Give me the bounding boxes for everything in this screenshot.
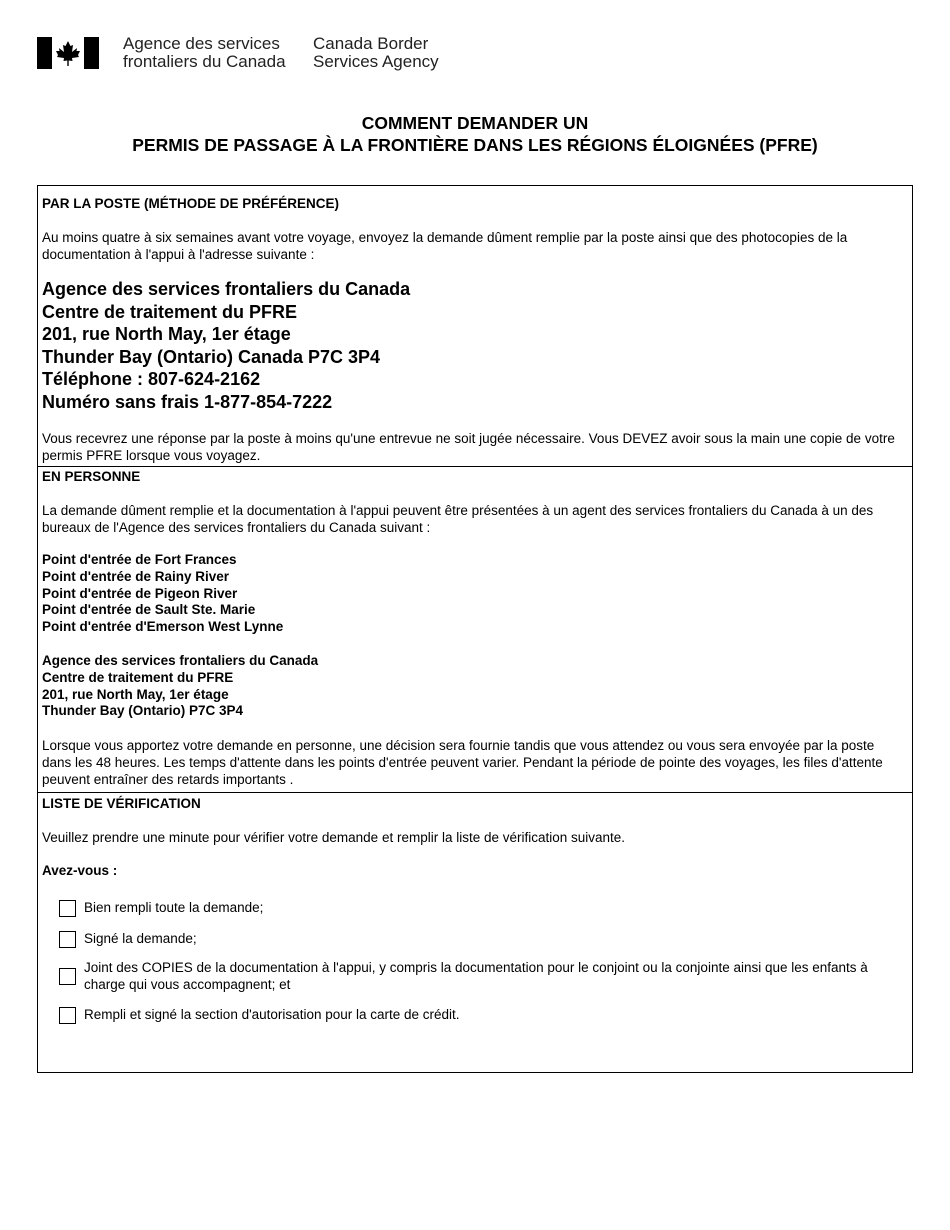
port-of-entry: Point d'entrée d'Emerson West Lynne (42, 619, 284, 635)
agency-fr-line-1: Agence des services (123, 34, 280, 53)
mail-address-line: Thunder Bay (Ontario) Canada P7C 3P4 (42, 346, 381, 367)
instructions-box (37, 185, 913, 1073)
title-line-2: PERMIS DE PASSAGE À LA FRONTIÈRE DANS LES RÉGIONS ÉLOIGNÉES (PFRE) (132, 135, 818, 155)
in-person-address-line: 201, rue North May, 1er étage (42, 686, 229, 702)
agency-en-line-2: Services Agency (313, 52, 439, 71)
port-of-entry: Point d'entrée de Fort Frances (42, 552, 237, 567)
title-line-1: COMMENT DEMANDER UN (361, 113, 589, 133)
agency-name-english (313, 35, 439, 71)
mail-section-heading: PAR LA POSTE (MÉTHODE DE PRÉFÉRENCE) (42, 196, 340, 211)
checkbox[interactable] (59, 900, 76, 917)
phone-number: Téléphone : 807-624-2162 (42, 369, 261, 389)
in-person-address (42, 653, 318, 720)
agency-header (37, 35, 457, 71)
mail-address-line: Centre de traitement du PFRE (42, 301, 298, 322)
agency-en-line-1: Canada Border (313, 34, 429, 53)
ports-of-entry-list (42, 552, 283, 636)
mail-address-line: 201, rue North May, 1er étage (42, 324, 291, 344)
checkbox[interactable] (59, 968, 76, 985)
mail-address-line: Agence des services frontaliers du Canada (42, 279, 411, 299)
agency-name-french (123, 35, 286, 71)
agency-fr-line-2: frontaliers du Canada (123, 52, 286, 71)
checklist-item-label: Joint des COPIES de la documentation à l'appui, y compris la documentation pour le conjoint ou la conjointe ainsi que les enfants à charge qui vous accompagnent; et (84, 960, 868, 992)
checklist-intro: Veuillez prendre une minute pour vérifier votre demande et remplir la liste de vérification suivante. (42, 830, 626, 845)
port-of-entry: Point d'entrée de Pigeon River (42, 585, 238, 601)
mail-section (38, 186, 912, 467)
mail-address (42, 278, 410, 413)
in-person-heading: EN PERSONNE (42, 469, 141, 484)
checklist-heading: LISTE DE VÉRIFICATION (42, 796, 201, 811)
port-of-entry: Point d'entrée de Sault Ste. Marie (42, 602, 256, 618)
mail-section-intro: Au moins quatre à six semaines avant votre voyage, envoyez la demande dûment remplie par la poste ainsi que des photocopies de la documentation à l'appui à l'adresse suivante : (42, 230, 848, 262)
canada-flag-icon (37, 37, 99, 69)
toll-free-number: Numéro sans frais 1-877-854-7222 (42, 391, 333, 412)
checkbox[interactable] (59, 1007, 76, 1024)
page-title (0, 112, 950, 156)
in-person-intro: La demande dûment remplie et la documentation à l'appui peuvent être présentées à un agent des services frontaliers du Canada à un des bureaux de l'Agence des services frontaliers du Canada suivant : (42, 503, 874, 535)
checklist-question: Avez-vous : (42, 863, 118, 878)
in-person-note: Lorsque vous apportez votre demande en personne, une décision sera fournie tandis que vous attendez ou vous sera envoyée par la poste dans les 48 heures. Les temps d'attente dans les points d'entrée peuvent varier. Pendant la période de pointe des voyages, les files d'attente peuvent entraîner des retards importants . (42, 738, 883, 787)
in-person-address-line: Centre de traitement du PFRE (42, 669, 234, 685)
checklist-item-label: Rempli et signé la section d'autorisation pour la carte de crédit. (84, 1007, 460, 1022)
port-of-entry: Point d'entrée de Rainy River (42, 568, 230, 584)
in-person-section (38, 467, 912, 793)
checklist-section (38, 793, 912, 1072)
checklist-item-label: Signé la demande; (84, 931, 197, 946)
checklist-item-label: Bien rempli toute la demande; (84, 900, 264, 915)
in-person-address-line: Agence des services frontaliers du Canada (42, 653, 319, 668)
mail-section-note: Vous recevrez une réponse par la poste à moins qu'une entrevue ne soit jugée nécessaire. Vous DEVEZ avoir sous la main une copie de votre permis PFRE lorsque vous voyagez. (42, 431, 895, 463)
checkbox[interactable] (59, 931, 76, 948)
in-person-address-line: Thunder Bay (Ontario) P7C 3P4 (42, 703, 244, 719)
